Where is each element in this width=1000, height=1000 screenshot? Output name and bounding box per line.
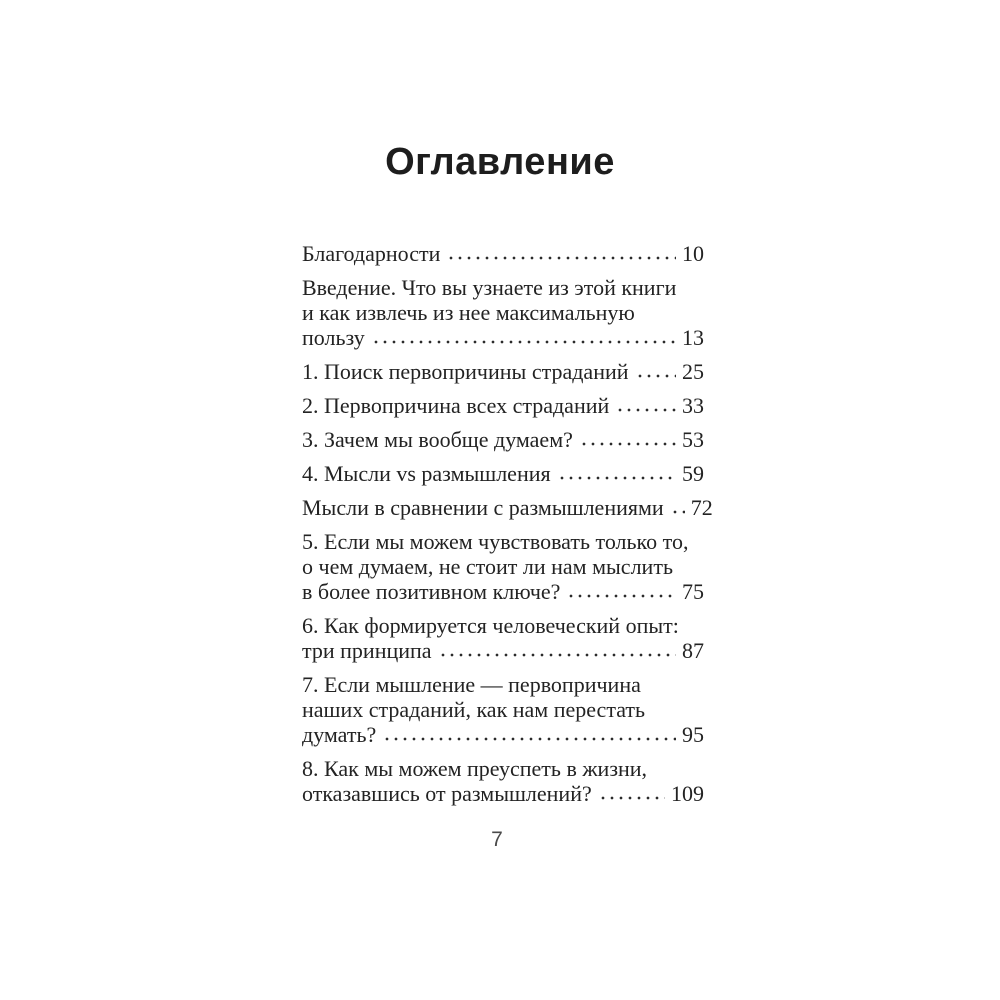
toc-entry-title: 1. Поиск первопричины страданий bbox=[302, 359, 629, 384]
dotted-leader bbox=[372, 325, 676, 350]
dotted-leader bbox=[671, 495, 685, 520]
toc-entry-title: и как извлечь из нее максимальную bbox=[302, 300, 635, 325]
dotted-leader bbox=[558, 461, 676, 486]
toc-entry bbox=[302, 495, 713, 520]
toc-entry bbox=[302, 359, 704, 384]
dotted-leader bbox=[567, 579, 676, 604]
toc-entry-title: думать? bbox=[302, 722, 377, 747]
toc-entry-title: в более позитивном ключе? bbox=[302, 579, 561, 604]
toc-entry-title: 7. Если мышление — первопричина bbox=[302, 672, 641, 697]
dotted-leader bbox=[439, 638, 676, 663]
dotted-leader bbox=[447, 241, 676, 266]
folio-page-number: 7 bbox=[491, 828, 503, 851]
dotted-leader bbox=[616, 393, 676, 418]
toc-entry-title: 6. Как формируется человеческий опыт: bbox=[302, 613, 679, 638]
dotted-leader bbox=[383, 722, 676, 747]
toc-entry-title: Мысли в сравнении с размышлениями bbox=[302, 495, 664, 520]
toc-entry bbox=[302, 241, 704, 266]
toc-entry bbox=[302, 461, 704, 486]
toc-entry-title: 2. Первопричина всех страданий bbox=[302, 393, 610, 418]
toc-entry bbox=[302, 756, 704, 806]
toc-entry bbox=[302, 275, 704, 350]
toc-entry-title: 3. Зачем мы вообще думаем? bbox=[302, 427, 573, 452]
toc-page-number: 95 bbox=[682, 722, 704, 747]
toc-entry-title: 5. Если мы можем чувствовать только то, bbox=[302, 529, 689, 554]
page-title: Оглавление bbox=[385, 141, 615, 183]
toc-entry-title: 4. Мысли vs размышления bbox=[302, 461, 551, 486]
toc-entry-title: три принципа bbox=[302, 638, 432, 663]
toc-page-number: 33 bbox=[682, 393, 704, 418]
dotted-leader bbox=[636, 359, 676, 384]
toc-entry-title: 8. Как мы можем преуспеть в жизни, bbox=[302, 756, 648, 781]
toc-entry bbox=[302, 393, 704, 418]
toc-entry-title: пользу bbox=[302, 325, 365, 350]
toc-page-number: 59 bbox=[682, 461, 704, 486]
toc-entry-title: Благодарности bbox=[302, 241, 441, 266]
toc-page-number: 25 bbox=[682, 359, 704, 384]
toc-page-number: 10 bbox=[682, 241, 704, 266]
toc-page-number: 75 bbox=[682, 579, 704, 604]
dotted-leader bbox=[599, 781, 665, 806]
toc-entry-title: о чем думаем, не стоит ли нам мыслить bbox=[302, 554, 673, 579]
toc-entry-title: наших страданий, как нам перестать bbox=[302, 697, 646, 722]
toc-entry-title: Введение. Что вы узнаете из этой книги bbox=[302, 275, 677, 300]
toc-page-number: 53 bbox=[682, 427, 704, 452]
toc-entry bbox=[302, 427, 704, 452]
toc-entry bbox=[302, 672, 704, 747]
table-of-contents bbox=[302, 241, 713, 815]
toc-page-number: 87 bbox=[682, 638, 704, 663]
toc-page-number: 109 bbox=[671, 781, 704, 806]
toc-page-number: 13 bbox=[682, 325, 704, 350]
toc-entry bbox=[302, 613, 704, 663]
toc-entry-title: отказавшись от размышлений? bbox=[302, 781, 592, 806]
dotted-leader bbox=[580, 427, 676, 452]
toc-page-number: 72 bbox=[690, 495, 713, 520]
toc-entry bbox=[302, 529, 704, 604]
